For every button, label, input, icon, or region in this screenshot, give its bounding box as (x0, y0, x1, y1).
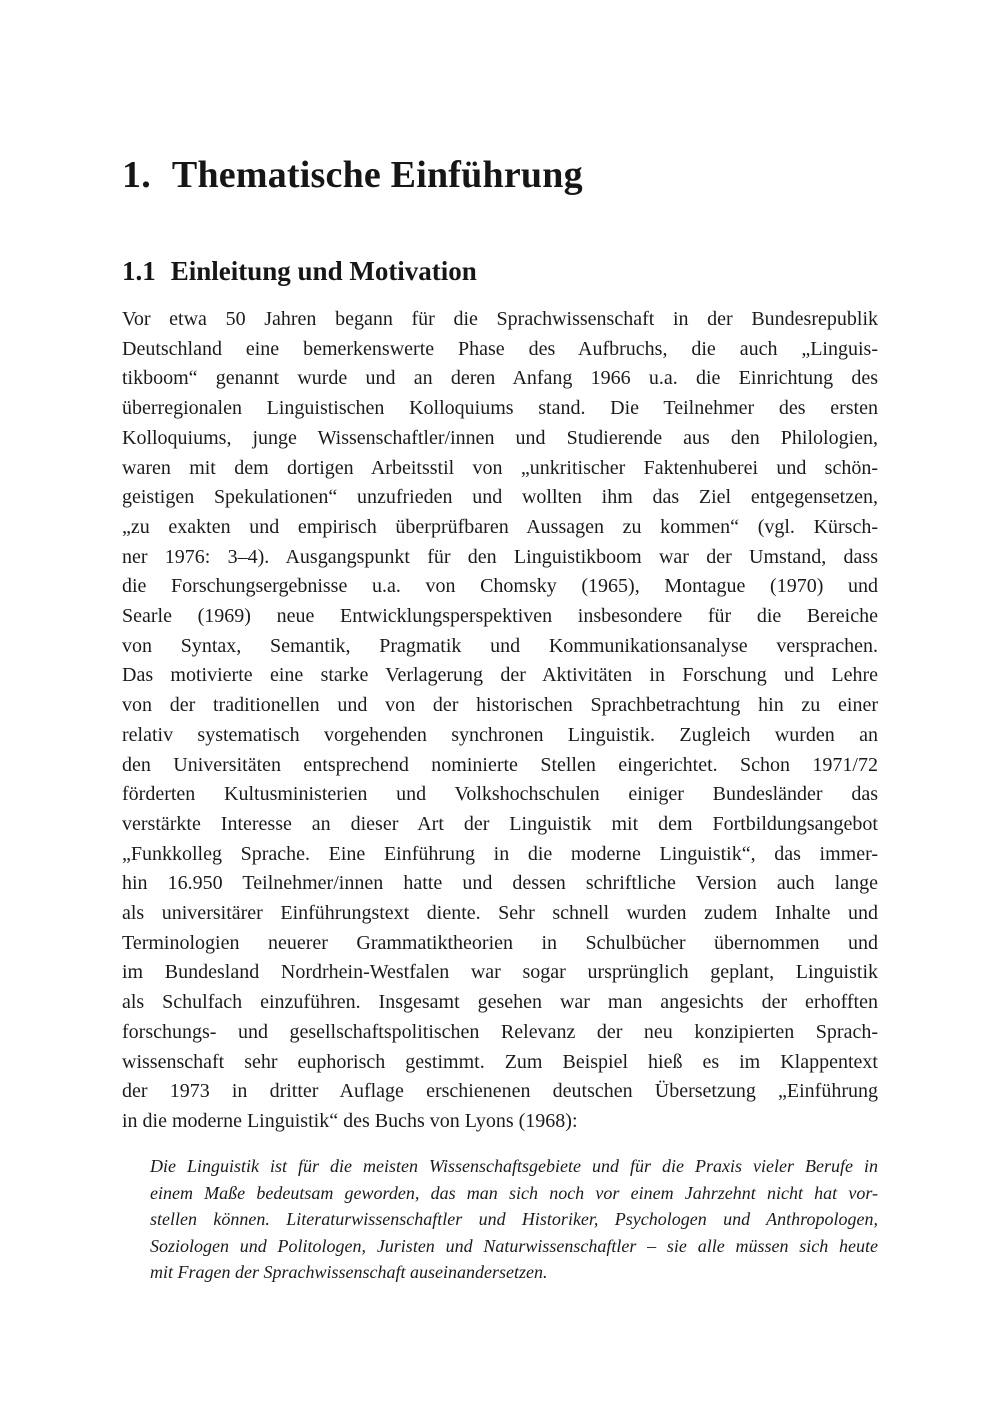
chapter-title: Thematische Einführung (171, 154, 583, 196)
body-line: der 1973 in dritter Auflage erschienenen deutschen Übersetzung „Einführung (122, 1080, 878, 1103)
body-line: wissenschaft sehr euphorisch gestimmt. Zum Beispiel hieß es im Klappentext (122, 1050, 878, 1073)
body-line: „zu exakten und empirisch überprüfbaren Aussagen zu kommen“ (vgl. Kürsch- (122, 515, 878, 538)
section-number: 1.1 (122, 256, 156, 286)
body-line: forschungs- und gesellschaftspolitischen Relevanz der neu konzipierten Sprach- (122, 1020, 878, 1043)
body-line: tikboom“ genannt wurde und an deren Anfang 1966 u.a. die Einrichtung des (122, 367, 878, 390)
chapter-number: 1. (122, 154, 151, 196)
body-line: die Forschungsergebnisse u.a. von Chomsky (1965), Montague (1970) und (122, 575, 878, 598)
body-line: Vor etwa 50 Jahren begann für die Sprachwissenschaft in der Bundesrepublik (122, 308, 878, 330)
body-line: Das motivierte eine starke Verlagerung der Aktivitäten in Forschung und Lehre (122, 664, 878, 687)
body-line: in die moderne Linguistik“ des Buchs von Lyons (1968): (122, 1109, 578, 1132)
body-line: geistigen Spekulationen“ unzufrieden und wollten ihm das Ziel entgegensetzen, (122, 486, 878, 509)
body-line: Terminologien neuerer Grammatiktheorien in Schulbücher übernommen und (122, 931, 878, 954)
body-line: von der traditionellen und von der historischen Sprachbetrachtung hin zu einer (122, 694, 878, 717)
quote-line: einem Maße bedeutsam geworden, das man sich noch vor einem Jahrzehnt nicht hat vor- (150, 1182, 878, 1203)
quote-line: mit Fragen der Sprachwissenschaft auseinandersetzen. (150, 1262, 548, 1282)
body-paragraph (122, 305, 878, 1137)
body-line: den Universitäten entsprechend nominierte Stellen eingerichtet. Schon 1971/72 (122, 753, 878, 776)
body-line: hin 16.950 Teilnehmer/innen hatte und dessen schriftliche Version auch lange (122, 872, 878, 895)
body-line: förderten Kultusministerien und Volkshochschulen einiger Bundesländer das (122, 783, 878, 806)
section-heading (122, 256, 878, 287)
body-line: im Bundesland Nordrhein-Westfalen war sogar ursprünglich geplant, Linguistik (122, 961, 878, 984)
body-line: Deutschland eine bemerkenswerte Phase des Aufbruchs, die auch „Linguis- (122, 337, 878, 360)
chapter-heading (122, 153, 878, 197)
body-line: als universitärer Einführungstext diente. Sehr schnell wurden zudem Inhalte und (122, 902, 878, 925)
body-line: „Funkkolleg Sprache. Eine Einführung in die moderne Linguistik“, das immer- (122, 842, 878, 865)
section-title: Einleitung und Motivation (170, 256, 477, 286)
body-line: waren mit dem dortigen Arbeitsstil von „unkritischer Faktenhuberei und schön- (122, 456, 878, 479)
quote-line: Die Linguistik ist für die meisten Wissenschaftsgebiete und für die Praxis vieler Berufe in (150, 1156, 878, 1176)
body-line: als Schulfach einzuführen. Insgesamt gesehen war man angesichts der erhofften (122, 991, 878, 1014)
quote-line: Soziologen und Politologen, Juristen und Naturwissenschaftler – sie alle müssen sich heute (150, 1235, 878, 1256)
quote-line: stellen können. Literaturwissenschaftler und Historiker, Psychologen und Anthropologen, (150, 1209, 878, 1229)
body-line: ner 1976: 3–4). Ausgangspunkt für den Linguistikboom war der Umstand, dass (122, 545, 878, 568)
body-line: überregionalen Linguistischen Kolloquiums stand. Die Teilnehmer des ersten (122, 397, 878, 420)
block-quote (150, 1153, 878, 1286)
body-line: verstärkte Interesse an dieser Art der Linguistik mit dem Fortbildungsangebot (122, 812, 878, 835)
body-line: Kolloquiums, junge Wissenschaftler/innen und Studierende aus den Philologien, (122, 426, 878, 449)
body-line: von Syntax, Semantik, Pragmatik und Kommunikationsanalyse versprachen. (122, 634, 878, 657)
body-line: Searle (1969) neue Entwicklungsperspektiven insbesondere für die Bereiche (122, 605, 878, 628)
body-line: relativ systematisch vorgehenden synchronen Linguistik. Zugleich wurden an (122, 723, 878, 746)
